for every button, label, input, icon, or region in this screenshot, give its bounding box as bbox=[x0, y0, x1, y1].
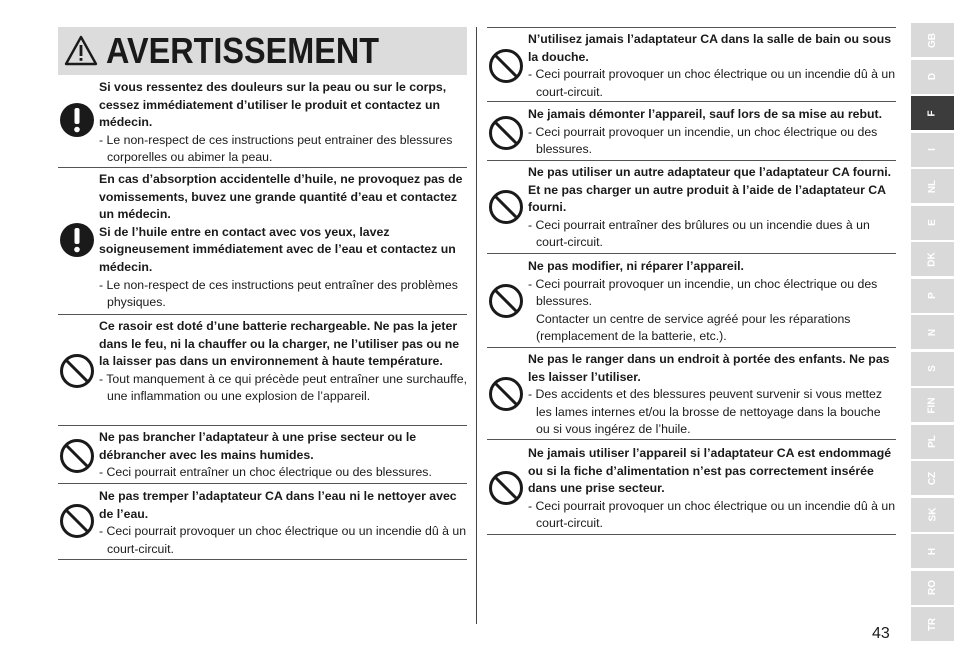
warning-entry bbox=[487, 351, 896, 440]
warning-title-bar bbox=[58, 27, 467, 75]
warning-entry bbox=[58, 171, 467, 315]
prohibition-icon bbox=[487, 47, 525, 85]
warning-entry bbox=[58, 429, 467, 484]
warning-heading: Ne pas modifier, ni réparer l’appareil. bbox=[528, 259, 744, 273]
language-tab-tr[interactable]: TR bbox=[911, 607, 954, 641]
right-column-top-rule bbox=[487, 27, 896, 28]
page-title: AVERTISSEMENT bbox=[106, 30, 380, 71]
language-tab-pl[interactable]: PL bbox=[911, 425, 954, 459]
language-tab-ro[interactable]: RO bbox=[911, 571, 954, 605]
language-tab-sk[interactable]: SK bbox=[911, 498, 954, 532]
language-tab-nl[interactable]: NL bbox=[911, 169, 954, 203]
language-tab-h[interactable]: H bbox=[911, 534, 954, 568]
warning-consequence: - Ceci pourrait provoquer un choc électrique ou un incendie dû à un court-circuit. bbox=[528, 498, 896, 531]
prohibition-icon bbox=[58, 502, 96, 540]
warning-consequence: - Ceci pourrait provoquer un choc électrique ou un incendie dû à un court-circuit. bbox=[528, 67, 896, 99]
warning-heading: Ne pas utiliser un autre adaptateur que l’adaptateur CA fourni. Et ne pas charger un autre produit à l’aide de l’adaptateur CA fourni. bbox=[528, 165, 892, 215]
warning-heading: N’utilisez jamais l’adaptateur CA dans la salle de bain ou sous la douche. bbox=[528, 32, 892, 64]
prohibition-icon bbox=[58, 437, 96, 475]
language-tab-dk[interactable]: DK bbox=[911, 242, 954, 276]
page-number: 43 bbox=[872, 625, 890, 642]
language-tab-i[interactable]: I bbox=[911, 133, 954, 167]
language-tab-gb[interactable]: GB bbox=[911, 23, 954, 57]
warning-heading-secondary: Si de l’huile entre en contact avec vos yeux, lavez soigneusement immédiatement avec de l’eau et contactez un médecin. bbox=[99, 224, 456, 274]
warning-heading: En cas d’absorption accidentelle d’huile, ne provoquez pas de vomissements, buvez une grande quantité d’eau et contactez un médecin. bbox=[99, 172, 463, 222]
warning-consequence: - Le non-respect de ces instructions peut entrainer des blessures corporelles ou abimer la peau. bbox=[99, 132, 453, 165]
language-tab-e[interactable]: E bbox=[911, 206, 954, 240]
warning-entry bbox=[487, 31, 896, 102]
warning-consequence: - Ceci pourrait entraîner un choc électrique ou des blessures. bbox=[99, 465, 432, 480]
exclamation-icon bbox=[58, 101, 96, 139]
exclamation-icon bbox=[58, 221, 96, 259]
prohibition-icon bbox=[487, 188, 525, 226]
warning-heading: Si vous ressentez des douleurs sur la peau ou sur le corps, cessez immédiatement d’utiliser le produit et contactez un médecin. bbox=[99, 80, 447, 130]
language-tab-fin[interactable]: FIN bbox=[911, 388, 954, 422]
warning-consequence: - Tout manquement à ce qui précède peut entraîner une surchauffe, une inflammation ou une explosion de l’appareil. bbox=[99, 371, 468, 404]
warning-consequence: - Ceci pourrait provoquer un incendie, un choc électrique ou des blessures. bbox=[528, 124, 878, 157]
column-divider bbox=[476, 27, 477, 624]
warning-consequence: - Le non-respect de ces instructions peut entraîner des problèmes physiques. bbox=[99, 277, 458, 310]
warning-heading: Ne pas tremper l’adaptateur CA dans l’eau ni le nettoyer avec de l’eau. bbox=[99, 489, 457, 521]
warning-consequence: - Ceci pourrait provoquer un choc électrique ou un incendie dû à un court-circuit. bbox=[99, 524, 467, 556]
warning-triangle-icon bbox=[64, 34, 98, 68]
warning-heading: Ne pas brancher l’adaptateur à une prise secteur ou le débrancher avec les mains humides. bbox=[99, 430, 417, 462]
warning-entry bbox=[487, 445, 896, 535]
language-tab-p[interactable]: P bbox=[911, 279, 954, 313]
warning-consequence: - Des accidents et des blessures peuvent survenir si vous mettez les lames internes et/ou la brosse de nettoyage dans la bouche ou si vous ingérez de l’huile. bbox=[528, 387, 883, 437]
language-tab-d[interactable]: D bbox=[911, 60, 954, 94]
warning-consequence: - Ceci pourrait provoquer un incendie, un choc électrique ou des blessures. bbox=[528, 276, 878, 309]
warning-entry bbox=[58, 79, 467, 168]
language-tab-s[interactable]: S bbox=[911, 352, 954, 386]
warning-heading: Ne jamais démonter l’appareil, sauf lors de sa mise au rebut. bbox=[528, 107, 883, 121]
warning-heading: Ne jamais utiliser l’appareil si l’adaptateur CA est endommagé ou si la fiche d’alimentation n’est pas correctement insérée dans une prise secteur. bbox=[528, 446, 892, 496]
warning-heading: Ne pas le ranger dans un endroit à portée des enfants. Ne pas les laisser l’utiliser. bbox=[528, 352, 890, 384]
warning-entry bbox=[487, 106, 896, 161]
warning-entry bbox=[58, 488, 467, 560]
prohibition-icon bbox=[487, 282, 525, 320]
warning-entry bbox=[58, 318, 467, 426]
warning-note: Contacter un centre de service agréé pour les réparations (remplacement de la batterie, etc.). bbox=[536, 311, 851, 344]
warning-consequence: - Ceci pourrait entraîner des brûlures ou un incendie dues à un court-circuit. bbox=[528, 217, 870, 250]
warning-heading: Ce rasoir est doté d’une batterie rechargeable. Ne pas la jeter dans le feu, ni la chauffer ou la charger, ne l’utiliser pas ou ne la laisser pas dans un environnement à haute température. bbox=[99, 319, 460, 369]
warning-entry bbox=[487, 164, 896, 254]
warning-entry bbox=[487, 258, 896, 348]
language-tab-n[interactable]: N bbox=[911, 315, 954, 349]
language-tab-cz[interactable]: CZ bbox=[911, 461, 954, 495]
language-tab-f[interactable]: F bbox=[911, 96, 954, 130]
prohibition-icon bbox=[487, 114, 525, 152]
prohibition-icon bbox=[487, 375, 525, 413]
prohibition-icon bbox=[58, 352, 96, 390]
prohibition-icon bbox=[487, 469, 525, 507]
